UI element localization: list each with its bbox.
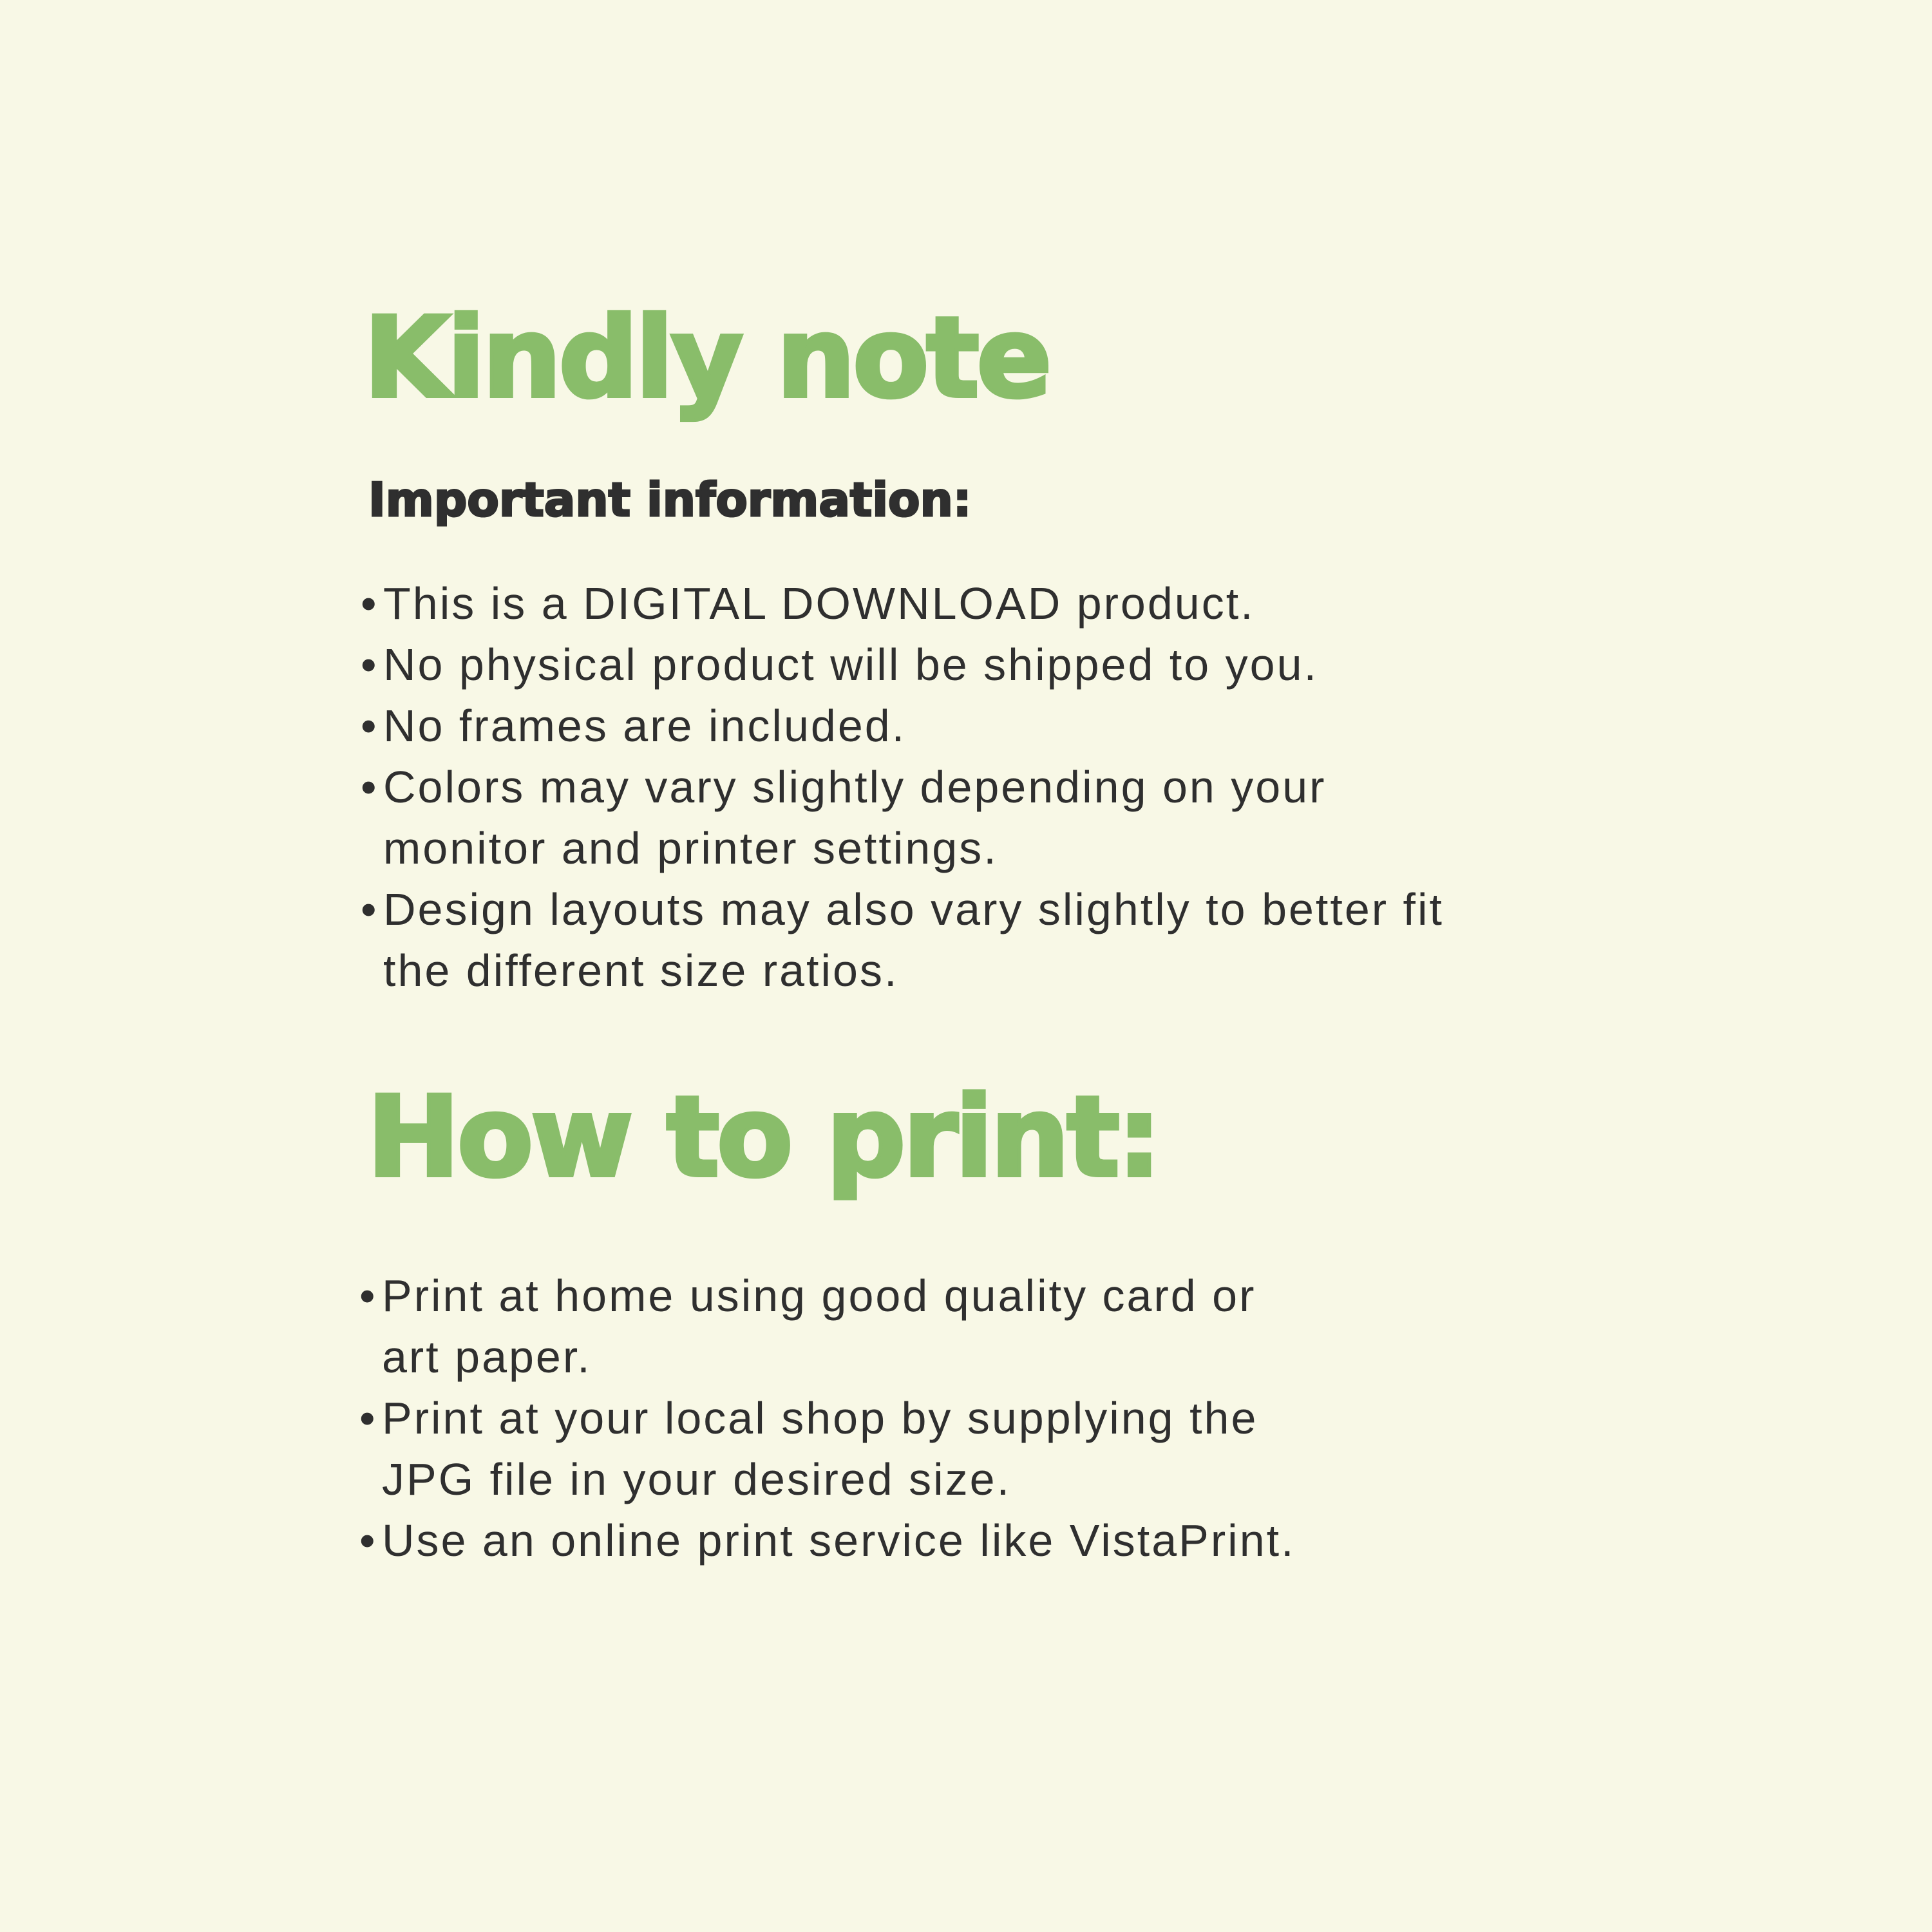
bullet-icon: • <box>359 1271 377 1321</box>
bullet-icon: • <box>359 1515 377 1566</box>
list-item-text: Colors may vary slightly depending on your <box>383 762 1327 812</box>
list-item-text: This is a DIGITAL DOWNLOAD product. <box>383 578 1255 629</box>
list-item-text: Design layouts may also vary slightly to better fit <box>383 884 1444 934</box>
list-item-text-continued: the different size ratios. <box>383 945 899 996</box>
list-item-text: Print at home using good quality card or <box>382 1271 1256 1321</box>
important-information-subheading: Important information: <box>368 473 972 527</box>
bullet-icon: • <box>359 1393 377 1443</box>
list-item <box>359 1265 1651 1388</box>
list-item <box>359 1388 1651 1510</box>
how-to-print-heading: How to print: <box>367 1072 1159 1202</box>
kindly-note-heading: Kindly note <box>364 293 1050 422</box>
list-item <box>359 1510 1651 1571</box>
list-item-text: No frames are included. <box>383 701 907 751</box>
list-item-text: Use an online print service like VistaPrint. <box>382 1515 1296 1566</box>
list-item <box>361 757 1768 879</box>
list-item-text: No physical product will be shipped to you. <box>383 639 1318 690</box>
list-item-text: Print at your local shop by supplying the <box>382 1393 1258 1443</box>
important-information-list <box>361 573 1768 1001</box>
list-item <box>361 573 1768 634</box>
list-item <box>361 696 1768 757</box>
how-to-print-list <box>359 1265 1651 1571</box>
list-item-text-continued: art paper. <box>382 1332 592 1382</box>
bullet-icon: • <box>361 701 379 751</box>
list-item-text-continued: JPG file in your desired size. <box>382 1454 1012 1504</box>
list-item-text-continued: monitor and printer settings. <box>383 823 998 873</box>
bullet-icon: • <box>361 884 379 934</box>
list-item <box>361 879 1768 1001</box>
bullet-icon: • <box>361 639 379 690</box>
bullet-icon: • <box>361 762 379 812</box>
bullet-icon: • <box>361 578 379 629</box>
list-item <box>361 634 1768 696</box>
